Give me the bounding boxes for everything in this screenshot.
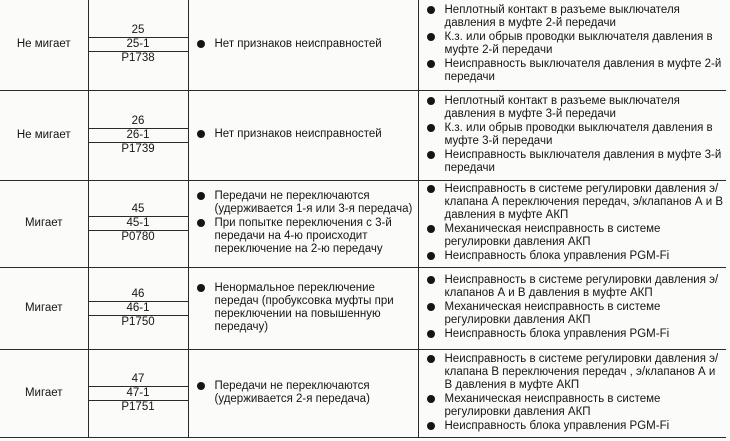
cause-cell: [418, 90, 726, 180]
cause-item: Неплотный контакт в разъеме выключателя давления в муфте 2-й передачи: [425, 4, 725, 30]
code-obd: P1739: [121, 142, 155, 155]
mil-status: Мигает: [0, 267, 88, 349]
code-cell: [88, 267, 188, 349]
symptom-cell: [188, 267, 418, 349]
cause-item: Неисправность в системе регулировки давления э/клапана А переключения передач, э/клапанов А и В давления в муфте АКП: [425, 183, 725, 222]
cause-item: Неплотный контакт в разъеме выключателя давления в муфте 3-й передачи: [425, 95, 725, 121]
code-blink: 47: [89, 373, 188, 387]
code-obd: P0780: [121, 231, 155, 243]
code-obd: P1738: [121, 52, 155, 65]
cause-item: Неисправность выключателя давления в муфте 2-й передачи: [425, 58, 725, 84]
cause-cell: [418, 180, 726, 267]
code-cell: [88, 349, 188, 437]
symptom-cell: [188, 0, 418, 90]
code-blink: 45: [89, 203, 188, 217]
symptom-item: Передачи не переключаются (удерживается 1-я или 3-я передача): [195, 190, 414, 216]
cause-item: Механическая неисправность в системе регулировки давления АКП: [425, 301, 725, 327]
symptom-item: Передачи не переключаются (удерживается 2-я передача): [195, 380, 414, 406]
symptom-cell: [188, 180, 418, 267]
code-cell: [88, 90, 188, 180]
cause-item: Неисправность блока управления PGM-Fi: [425, 250, 725, 263]
symptom-cell: [188, 90, 418, 180]
symptom-item: При попытке переключения с 3-й передачи на 4-ю происходит переключение на 2-ю передачу: [195, 217, 414, 256]
mil-status: Не мигает: [0, 90, 88, 180]
table-row: [0, 267, 726, 349]
table-row: [0, 0, 726, 90]
code-blink: 26: [89, 115, 188, 129]
cause-cell: [418, 267, 726, 349]
symptom-item: Ненормальное переключение передач (пробуксовка муфты при переключении на повышенную передачу): [195, 282, 414, 334]
cause-cell: [418, 0, 726, 90]
cause-item: Неисправность блока управления PGM-Fi: [425, 328, 725, 341]
table-row: [0, 349, 726, 437]
code-subcode: 26-1: [89, 129, 188, 143]
code-subcode: 25-1: [89, 38, 188, 52]
cause-item: Механическая неисправность в системе регулировки давления АКП: [425, 223, 725, 249]
code-subcode: 46-1: [89, 302, 188, 316]
code-obd: P1751: [121, 400, 155, 413]
mil-status: Не мигает: [0, 0, 88, 90]
code-cell: [88, 180, 188, 267]
code-cell: [88, 0, 188, 90]
symptom-item: Нет признаков неисправностей: [195, 128, 414, 141]
symptom-item: Нет признаков неисправностей: [195, 38, 414, 51]
code-subcode: 47-1: [89, 387, 188, 401]
cause-cell: [418, 349, 726, 437]
mil-status: Мигает: [0, 349, 88, 437]
cause-item: К.з. или обрыв проводки выключателя давления в муфте 3-й передачи: [425, 122, 725, 148]
cause-item: К.з. или обрыв проводки выключателя давления в муфте 2-й передачи: [425, 31, 725, 57]
cause-item: Механическая неисправность в системе регулировки давления АКП: [425, 393, 725, 419]
code-obd: P1750: [121, 315, 155, 328]
table-row: [0, 180, 726, 267]
cause-item: Неисправность в системе регулировки давления э/клапана В переключения передач , э/клапанов А и В давления в муфте АКП: [425, 353, 725, 392]
code-subcode: 45-1: [89, 217, 188, 231]
table-row: [0, 90, 726, 180]
mil-status: Мигает: [0, 180, 88, 267]
symptom-cell: [188, 349, 418, 437]
cause-item: Неисправность блока управления PGM-Fi: [425, 420, 725, 433]
code-blink: 25: [89, 24, 188, 38]
cause-item: Неисправность выключателя давления в муфте 3-й передачи: [425, 149, 725, 175]
code-blink: 46: [89, 288, 188, 302]
cause-item: Неисправность в системе регулировки давления э/клапанов А и В давления в муфте АКП: [425, 274, 725, 300]
